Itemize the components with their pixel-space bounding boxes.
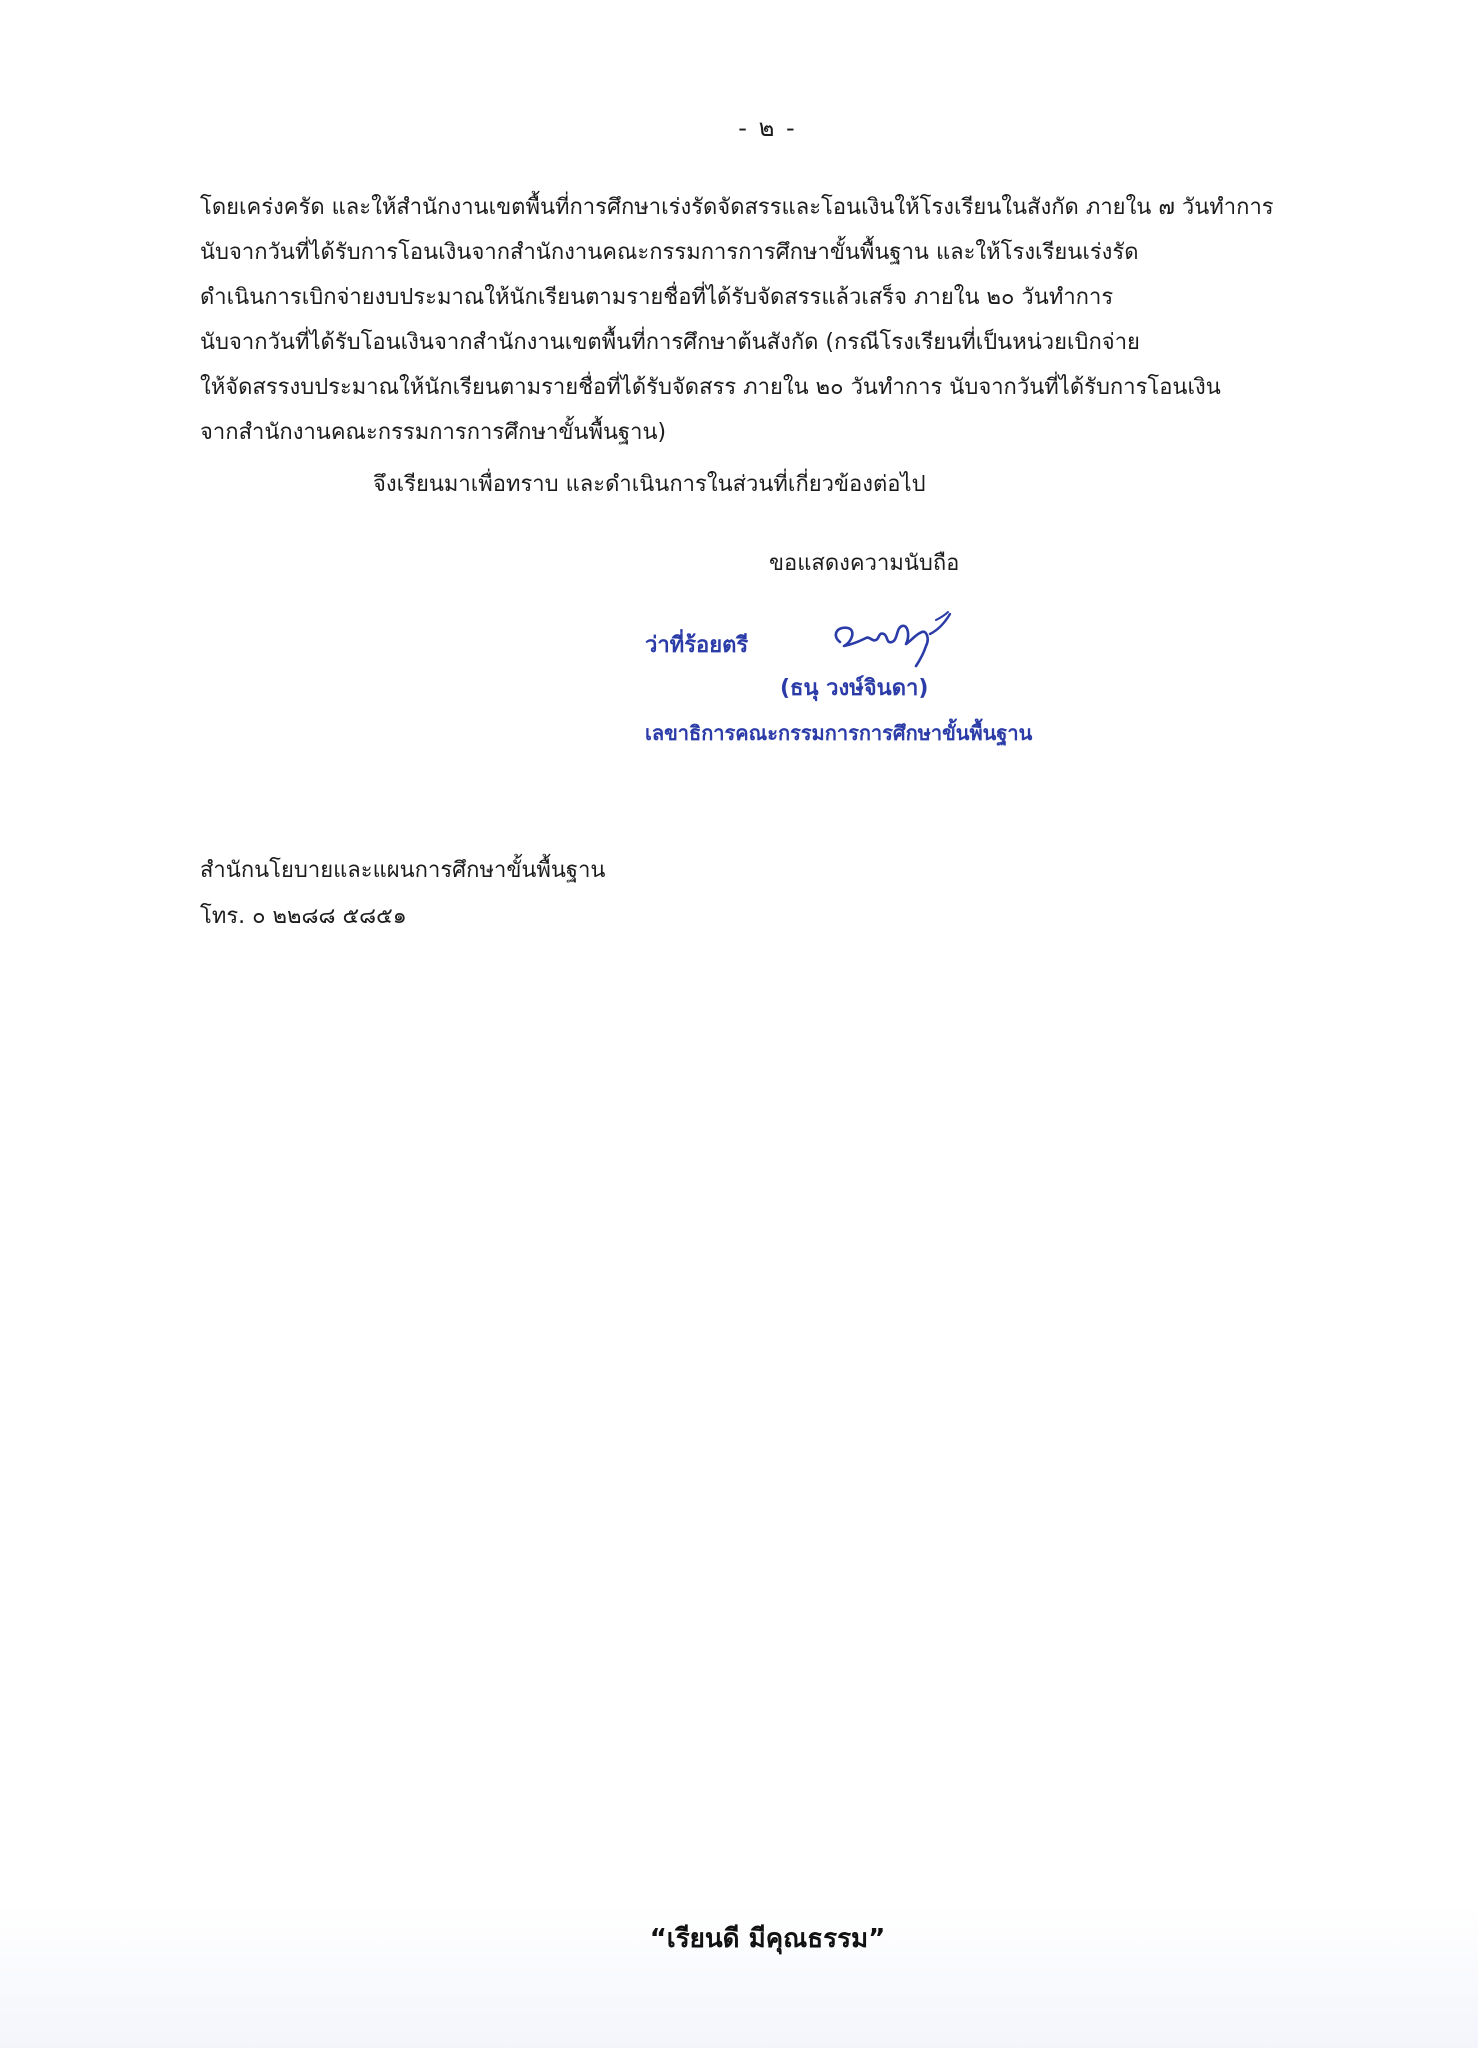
phone-number: โทร. ๐ ๒๒๘๘ ๕๘๕๑	[200, 904, 407, 929]
body-line-4: นับจากวันที่ได้รับโอนเงินจากสำนักงานเขตพื้นที่การศึกษาต้นสังกัด (กรณีโรงเรียนที่เป็นหน่วยเบิกจ่าย	[200, 330, 1140, 355]
signatory-position: เลขาธิการคณะกรรมการการศึกษาขั้นพื้นฐาน	[645, 721, 1033, 745]
signatory-name: (ธนุ วงษ์จินดา)	[780, 676, 929, 701]
closing-salutation: ขอแสดงความนับถือ	[769, 551, 960, 576]
signature-rank-prefix: ว่าที่ร้อยตรี	[645, 633, 749, 658]
signature-block	[640, 600, 1160, 760]
body-line-7: จึงเรียนมาเพื่อทราบ และดำเนินการในส่วนที่เกี่ยวข้องต่อไป	[373, 472, 926, 497]
body-line-6: จากสำนักงานคณะกรรมการการศึกษาขั้นพื้นฐาน)	[200, 420, 667, 445]
motto: “เรียนดี มีคุณธรรม”	[649, 1924, 886, 1954]
issuing-office: สำนักนโยบายและแผนการศึกษาขั้นพื้นฐาน	[200, 858, 606, 883]
handwritten-signature	[826, 600, 966, 670]
page-number: - ๒ -	[738, 114, 797, 142]
body-line-5: ให้จัดสรรงบประมาณให้นักเรียนตามรายชื่อที่ได้รับจัดสรร ภายใน ๒๐ วันทำการ นับจากวันที่ได้รับการโอนเงิน	[200, 375, 1221, 400]
body-line-2: นับจากวันที่ได้รับการโอนเงินจากสำนักงานคณะกรรมการการศึกษาขั้นพื้นฐาน และให้โรงเรียนเร่งรัด	[200, 240, 1139, 265]
body-line-3: ดำเนินการเบิกจ่ายงบประมาณให้นักเรียนตามรายชื่อที่ได้รับจัดสรรแล้วเสร็จ ภายใน ๒๐ วันทำการ	[200, 285, 1114, 310]
body-line-1: โดยเคร่งครัด และให้สำนักงานเขตพื้นที่การศึกษาเร่งรัดจัดสรรและโอนเงินให้โรงเรียนในสังกัด ภายใน ๗ วันทำการ	[200, 195, 1274, 220]
